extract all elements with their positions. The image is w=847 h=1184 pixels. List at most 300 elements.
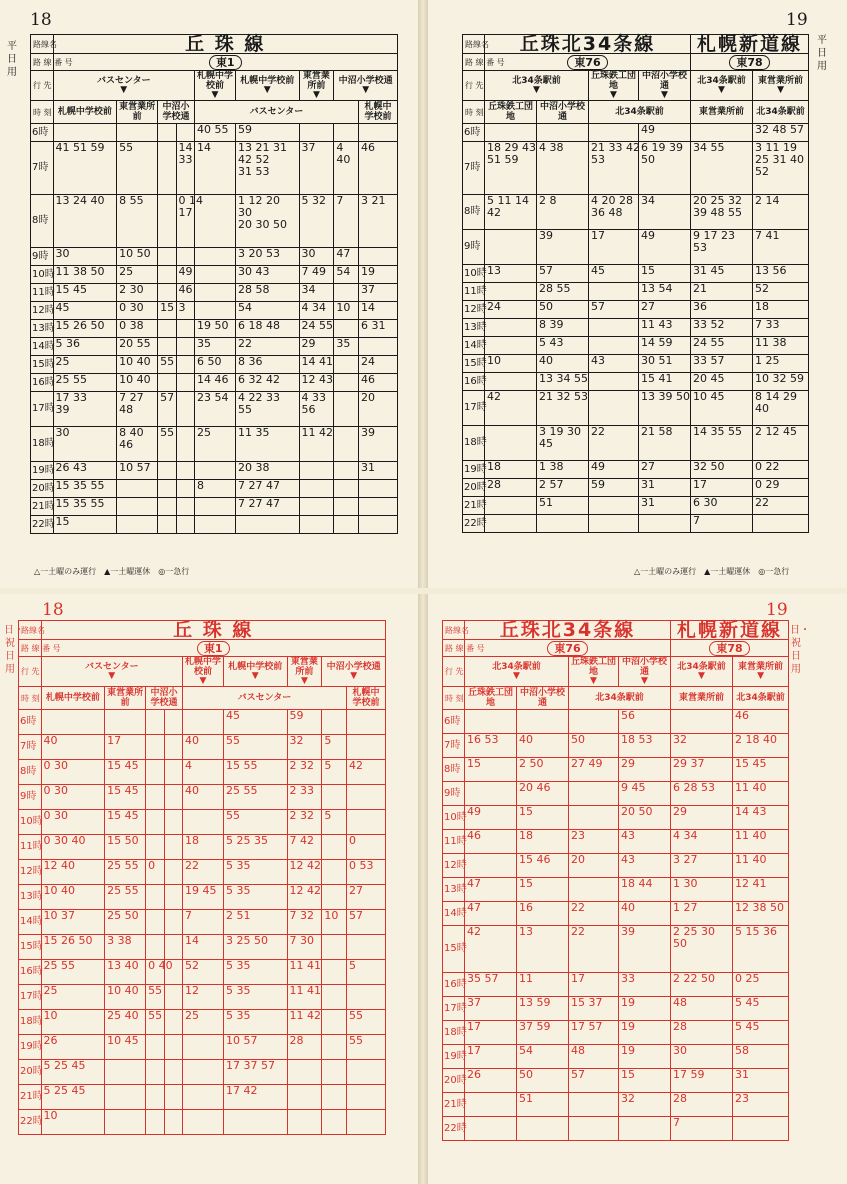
departure-times [176, 462, 194, 480]
departure-times: 14 [182, 935, 223, 960]
departure-times: 15 [517, 806, 569, 830]
departure-times: 27 [346, 885, 385, 910]
departure-times: 13 21 31 42 52 31 53 [235, 142, 299, 195]
departure-times: 18 29 43 51 59 [485, 142, 537, 195]
destination-label: 東営業所前 [738, 662, 784, 672]
departure-times [299, 480, 334, 498]
table-row [463, 230, 809, 265]
departure-times [146, 1110, 164, 1135]
hour-cell: 9時 [443, 782, 465, 806]
departure-times: 25 55 [223, 785, 287, 810]
departure-times: 12 38 50 [733, 902, 789, 926]
departure-times: 12 42 [287, 860, 322, 885]
departure-times: 28 [671, 1093, 733, 1117]
table-row [19, 860, 386, 885]
departure-times [299, 124, 334, 142]
table-row [19, 785, 386, 810]
departure-times: 0 22 [753, 461, 809, 479]
destination-label: 丘珠鉄工団地 [467, 688, 513, 708]
departure-times: 15 46 [517, 854, 569, 878]
departure-times: 1 12 20 30 20 30 50 [235, 195, 299, 248]
departure-times: 14 33 [176, 142, 194, 195]
departure-times [334, 427, 359, 462]
hour-cell: 13時 [443, 878, 465, 902]
departure-times [146, 760, 164, 785]
table-row [19, 1060, 386, 1085]
departure-times: 37 [299, 142, 334, 195]
table-row [31, 248, 398, 266]
departure-times: 40 [517, 734, 569, 758]
departure-times: 32 [671, 734, 733, 758]
departure-times [287, 1060, 322, 1085]
table-row [463, 319, 809, 337]
departure-times [146, 710, 164, 735]
departure-times: 7 27 48 [117, 392, 158, 427]
table-row [19, 1110, 386, 1135]
departure-times [176, 320, 194, 338]
destination-header [753, 101, 809, 124]
departure-times [53, 124, 117, 142]
destination-header [465, 687, 517, 710]
departure-times: 37 [358, 284, 397, 302]
departure-times: 5 11 14 42 [485, 195, 537, 230]
destination-label: 東営業所前 [758, 76, 804, 86]
departure-times: 3 21 [358, 195, 397, 248]
departure-times: 46 [358, 142, 397, 195]
destination-label: 北34条駅前 [677, 662, 726, 672]
departure-times [146, 735, 164, 760]
hour-cell: 14時 [463, 337, 485, 355]
departure-times: 59 [235, 124, 299, 142]
departure-times: 49 [465, 806, 517, 830]
destination-label: 北34条駅前 [756, 107, 805, 117]
departure-times [164, 785, 182, 810]
table-row [443, 973, 789, 997]
hour-cell: 8時 [463, 195, 485, 230]
departure-times: 49 [639, 124, 691, 142]
departure-times [164, 935, 182, 960]
line-name-label: 路線名 [19, 621, 42, 640]
departure-times: 15 35 55 [53, 498, 117, 516]
hour-cell: 22時 [31, 516, 54, 534]
destination-header [485, 101, 537, 124]
destination-label: 北34条駅前 [697, 76, 746, 86]
departure-times [105, 1085, 146, 1110]
departure-times: 49 [176, 266, 194, 284]
table-row [31, 462, 398, 480]
departure-times: 32 [287, 735, 322, 760]
destination-header [322, 657, 386, 687]
departure-times [164, 735, 182, 760]
table-row [31, 392, 398, 427]
destination-label: 丘珠鉄工団地 [487, 102, 533, 122]
departure-times: 14 46 [194, 374, 235, 392]
departure-times [334, 356, 359, 374]
departure-times: 12 43 [299, 374, 334, 392]
departure-times [182, 1085, 223, 1110]
departure-times: 43 [589, 355, 639, 373]
departure-times: 5 35 [223, 885, 287, 910]
departure-times [619, 1117, 671, 1141]
route-number [465, 640, 671, 657]
departure-times: 28 55 [537, 283, 589, 301]
destination-header [235, 71, 299, 101]
departure-times: 5 36 [53, 338, 117, 356]
table-row [19, 885, 386, 910]
table-row [443, 1069, 789, 1093]
departure-times: 7 27 47 [235, 498, 299, 516]
departure-times: 6 19 39 50 [639, 142, 691, 195]
down-arrow-icon: ▼ [211, 90, 219, 100]
departure-times [164, 1010, 182, 1035]
departure-times: 3 [176, 302, 194, 320]
destination-header [194, 71, 235, 101]
table-row [463, 497, 809, 515]
departure-times: 57 [346, 910, 385, 935]
departure-times [158, 195, 176, 248]
departure-times: 1 25 [753, 355, 809, 373]
line-name-label: 路線名 [443, 621, 465, 640]
departure-times: 29 [671, 806, 733, 830]
table-row [443, 758, 789, 782]
down-arrow-icon: ▼ [661, 90, 668, 100]
departure-times: 13 39 50 [639, 391, 691, 426]
table-row [443, 1045, 789, 1069]
departure-times: 5 [322, 735, 347, 760]
departure-times: 55 [146, 1010, 164, 1035]
table-row [19, 1010, 386, 1035]
table-row [19, 1085, 386, 1110]
departure-times [358, 480, 397, 498]
departure-times: 27 [639, 301, 691, 319]
departure-times [485, 426, 537, 461]
departure-times: 14 43 [733, 806, 789, 830]
destination-label: 札幌中学校前 [240, 76, 295, 86]
departure-times: 21 58 [639, 426, 691, 461]
table-row [463, 265, 809, 283]
table-row [19, 760, 386, 785]
departure-times: 29 37 [671, 758, 733, 782]
page-number: 18 [42, 600, 64, 620]
hour-cell: 7時 [443, 734, 465, 758]
departure-times [176, 338, 194, 356]
departure-times [485, 319, 537, 337]
hour-cell: 13時 [31, 320, 54, 338]
departure-times [194, 248, 235, 266]
departure-times: 19 [619, 997, 671, 1021]
table-row [19, 710, 386, 735]
down-arrow-icon: ▼ [263, 85, 271, 95]
down-arrow-icon: ▼ [513, 671, 520, 681]
hour-cell: 12時 [31, 302, 54, 320]
departure-times: 20 25 32 39 48 55 [691, 195, 753, 230]
departure-times: 19 50 [194, 320, 235, 338]
destination-header [334, 71, 398, 101]
departure-times [117, 124, 158, 142]
departure-times [158, 516, 176, 534]
departure-times: 47 [334, 248, 359, 266]
departure-times: 2 57 [537, 479, 589, 497]
destination-header [619, 657, 671, 687]
destination-label: 北34条駅前 [512, 76, 561, 86]
destination-header [733, 687, 789, 710]
departure-times: 20 [569, 854, 619, 878]
down-arrow-icon: ▼ [120, 85, 128, 95]
departure-times [569, 1093, 619, 1117]
down-arrow-icon: ▼ [300, 676, 308, 686]
departure-times: 20 45 [691, 373, 753, 391]
destination-header [671, 687, 733, 710]
departure-times: 11 41 [287, 985, 322, 1010]
departure-times [569, 782, 619, 806]
destination-label: 札幌中学校前 [57, 107, 112, 117]
departure-times [176, 124, 194, 142]
destination-label: 東営業所前 [290, 657, 318, 677]
departure-times [41, 710, 105, 735]
departure-times: 11 42 [287, 1010, 322, 1035]
departure-times: 45 [223, 710, 287, 735]
destination-label: バスセンター [249, 107, 304, 117]
departure-times: 25 50 [105, 910, 146, 935]
destination-label: 中沼小学校通 [519, 688, 565, 708]
departure-times: 48 [671, 997, 733, 1021]
departure-times: 3 38 [105, 935, 146, 960]
destination-header [517, 687, 569, 710]
departure-times [569, 710, 619, 734]
departure-times: 13 24 40 [53, 195, 117, 248]
departure-times: 3 11 19 25 31 40 52 [753, 142, 809, 195]
destination-header [182, 657, 223, 687]
table-row [463, 124, 809, 142]
departure-times [465, 1117, 517, 1141]
departure-times: 33 52 [691, 319, 753, 337]
hour-cell: 8時 [19, 760, 42, 785]
book-spine [418, 0, 428, 588]
departure-times: 40 [619, 902, 671, 926]
departure-times [465, 854, 517, 878]
down-arrow-icon: ▼ [251, 671, 259, 681]
departure-times: 10 [485, 355, 537, 373]
departure-times [164, 835, 182, 860]
destination-label: 東営業所前 [119, 102, 156, 122]
table-row [443, 854, 789, 878]
departure-times [465, 782, 517, 806]
departure-times: 10 40 [117, 356, 158, 374]
route-number [671, 640, 789, 657]
departure-times: 31 [639, 479, 691, 497]
departure-times [164, 985, 182, 1010]
departure-times [117, 516, 158, 534]
down-arrow-icon: ▼ [777, 85, 784, 95]
table-row [463, 337, 809, 355]
departure-times [158, 374, 176, 392]
table-row [463, 461, 809, 479]
departure-times: 12 40 [41, 860, 105, 885]
departure-times: 31 [733, 1069, 789, 1093]
departure-times [146, 835, 164, 860]
down-arrow-icon: ▼ [362, 85, 370, 95]
departure-times [485, 283, 537, 301]
departure-times: 2 50 [517, 758, 569, 782]
destination-label: 中沼小学校通 [642, 71, 688, 91]
departure-times [589, 337, 639, 355]
departure-times: 7 41 [753, 230, 809, 265]
destination-label: 中沼小学校通 [150, 688, 178, 708]
departure-times [485, 373, 537, 391]
departure-times: 57 [158, 392, 176, 427]
departure-times [639, 515, 691, 533]
line-name: 丘 珠 線 [41, 621, 385, 640]
departure-times [517, 1117, 569, 1141]
destination-label: 東営業所前 [107, 688, 144, 708]
departure-times: 0 25 [733, 973, 789, 997]
hour-cell: 21時 [463, 497, 485, 515]
departure-times [194, 498, 235, 516]
departure-times: 18 [753, 301, 809, 319]
departure-times [176, 498, 194, 516]
table-row [463, 355, 809, 373]
departure-times [146, 935, 164, 960]
departure-times: 14 [358, 302, 397, 320]
hour-cell: 22時 [443, 1117, 465, 1141]
departure-times [358, 124, 397, 142]
departure-times: 40 [41, 735, 105, 760]
route-number-badge: 東78 [729, 55, 769, 70]
table-row [19, 835, 386, 860]
departure-times [176, 248, 194, 266]
destination-header [465, 657, 569, 687]
departure-times: 30 [671, 1045, 733, 1069]
departure-times: 17 [569, 973, 619, 997]
departure-times [322, 785, 347, 810]
departure-times [485, 124, 537, 142]
departure-times: 52 [753, 283, 809, 301]
time-label: 時 刻 [443, 687, 465, 710]
hour-cell: 14時 [31, 338, 54, 356]
departure-times [465, 710, 517, 734]
line-name-label: 路線名 [31, 35, 54, 54]
departure-times: 31 [639, 497, 691, 515]
departure-times: 30 [53, 248, 117, 266]
destination-header [589, 101, 691, 124]
hour-cell: 15時 [19, 935, 42, 960]
departure-times: 0 30 [41, 810, 105, 835]
departure-times: 5 35 [223, 960, 287, 985]
departure-times [485, 515, 537, 533]
departure-times [117, 498, 158, 516]
departure-times [164, 760, 182, 785]
hour-cell: 21時 [19, 1085, 42, 1110]
departure-times: 25 40 [105, 1010, 146, 1035]
line-name: 丘珠北34条線 [485, 35, 691, 54]
hour-cell: 12時 [443, 854, 465, 878]
departure-times [322, 860, 347, 885]
departure-times: 7 32 [287, 910, 322, 935]
departure-times: 13 [517, 926, 569, 973]
departure-times [287, 1110, 322, 1135]
table-row [463, 283, 809, 301]
departure-times: 0 53 [346, 860, 385, 885]
departure-times [158, 462, 176, 480]
hour-cell: 15時 [463, 355, 485, 373]
destination-label: 東営業所前 [679, 693, 725, 703]
departure-times: 33 [619, 973, 671, 997]
departure-times: 4 [182, 760, 223, 785]
hour-cell: 6時 [19, 710, 42, 735]
departure-times: 4 20 28 36 48 [589, 195, 639, 230]
departure-times [299, 462, 334, 480]
departure-times: 12 42 [287, 885, 322, 910]
hour-cell: 8時 [31, 195, 54, 248]
destination-label: 丘珠鉄工団地 [571, 657, 617, 677]
departure-times: 5 32 [299, 195, 334, 248]
departure-times [589, 283, 639, 301]
departure-times [287, 1085, 322, 1110]
table-row [443, 902, 789, 926]
departure-times: 25 [41, 985, 105, 1010]
departure-times [146, 885, 164, 910]
departure-times: 28 [671, 1021, 733, 1045]
time-label: 時 刻 [463, 101, 485, 124]
departure-times: 55 [223, 735, 287, 760]
departure-times [733, 1117, 789, 1141]
table-row [463, 142, 809, 195]
departure-times: 7 [334, 195, 359, 248]
departure-times: 5 25 45 [41, 1060, 105, 1085]
destination-header [53, 71, 194, 101]
departure-times [589, 373, 639, 391]
departure-times [146, 785, 164, 810]
departure-times: 11 40 [733, 854, 789, 878]
direction-label: 行 先 [443, 657, 465, 687]
down-arrow-icon: ▼ [641, 676, 648, 686]
schedule-type-label: 日・祝日用 [790, 625, 810, 675]
destination-label: 中沼小学校通 [326, 662, 381, 672]
departure-times: 8 14 29 40 [753, 391, 809, 426]
line-name: 丘 珠 線 [53, 35, 397, 54]
departure-times: 5 35 [223, 985, 287, 1010]
departure-times: 54 [334, 266, 359, 284]
table-row [19, 1035, 386, 1060]
departure-times: 0 14 17 [176, 195, 194, 248]
destination-label: 北34条駅前 [595, 693, 644, 703]
departure-times [322, 985, 347, 1010]
table-row [31, 374, 398, 392]
departure-times [346, 1110, 385, 1135]
departure-times: 54 [517, 1045, 569, 1069]
departure-times [346, 785, 385, 810]
departure-times: 7 [671, 1117, 733, 1141]
hour-cell: 18時 [443, 1021, 465, 1045]
departure-times: 15 [619, 1069, 671, 1093]
departure-times: 7 27 47 [235, 480, 299, 498]
departure-times: 10 [41, 1110, 105, 1135]
departure-times [691, 124, 753, 142]
departure-times: 3 25 50 [223, 935, 287, 960]
destination-label: 中沼小学校通 [338, 76, 393, 86]
table-row [31, 266, 398, 284]
departure-times: 7 30 [287, 935, 322, 960]
schedule-type-label: 平日用 [7, 41, 17, 78]
departure-times: 24 [485, 301, 537, 319]
destination-label: 札幌中学校前 [196, 71, 233, 91]
destination-label: 北34条駅前 [615, 107, 664, 117]
departure-times [164, 885, 182, 910]
departure-times: 28 [287, 1035, 322, 1060]
departure-times: 14 35 55 [691, 426, 753, 461]
destination-header [299, 71, 334, 101]
departure-times [158, 320, 176, 338]
